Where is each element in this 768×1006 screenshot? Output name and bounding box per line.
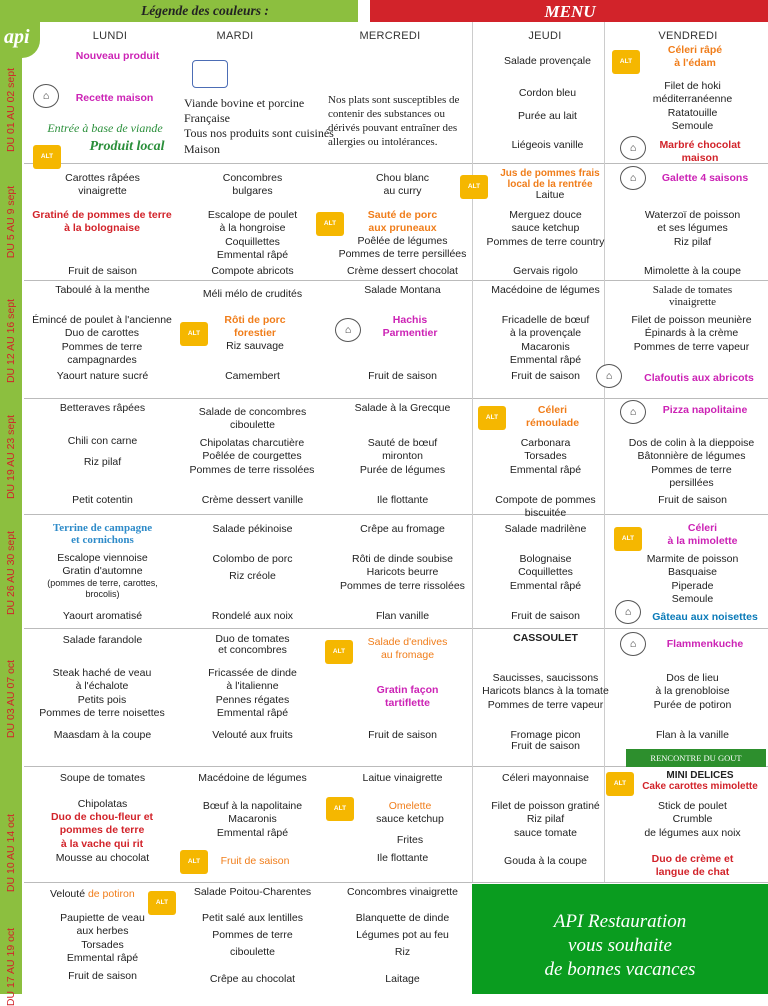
menu-item: Riz sauvage: [226, 340, 284, 352]
house-icon: ⌂: [620, 632, 646, 656]
menu-item: sauce ketchup: [376, 813, 444, 825]
menu-item: Dos de colin à la dieppoise Bâtonnière de légumes Pommes de terre persillées: [628, 437, 755, 489]
menu-item: Gervais rigolo: [513, 265, 578, 277]
menu-item: Ile flottante: [376, 494, 429, 506]
menu-item: MINI DELICES: [666, 770, 734, 781]
menu-item: Cake carottes mimolette: [642, 781, 758, 792]
local-badge-icon: ALT: [180, 322, 208, 346]
day-wednesday: MERCREDI: [359, 30, 421, 42]
menu-item: Céleri à la mimolette: [667, 522, 738, 548]
week-label-6: DU 03 AU 07 oct: [5, 659, 17, 738]
menu-item: Céleri mayonnaise: [502, 772, 589, 784]
menu-item: Salade Montana: [364, 284, 441, 296]
local-badge-icon: ALT: [33, 145, 61, 169]
menu-item: Salade farandole: [62, 634, 143, 646]
menu-item: Liégeois vanille: [511, 139, 584, 151]
menu-item: Merguez douce sauce ketchup Pommes de terre country: [486, 209, 605, 248]
menu-item: Filet de poisson meunière Épinards à la crème Pommes de terre vapeur: [631, 314, 752, 353]
menu-item: Marmite de poisson Basquaise Piperade Semoule: [646, 553, 739, 605]
local-badge-icon: ALT: [325, 640, 353, 664]
menu-item: Crêpe au fromage: [360, 523, 445, 535]
menu-item: Waterzoï de poisson et ses légumes Riz pilaf: [644, 209, 741, 248]
menu-item: Crêpe au chocolat: [209, 973, 296, 985]
menu-item: Salade de concombres ciboulette: [198, 406, 307, 432]
menu-item: Salade provençale: [504, 55, 591, 67]
week-label-4: DU 19 AU 23 sept: [5, 414, 18, 500]
menu-item: Fricadelle de bœuf à la provençale Macaronis Emmental râpé: [501, 314, 590, 366]
row-divider: [24, 882, 768, 883]
menu-item: Pommes de terre: [212, 929, 293, 941]
menu-item: Jus de pommes frais local de la rentrée: [500, 168, 600, 190]
menu-item: Rôti de porc forestier: [224, 314, 286, 340]
legend-homemade: Recette maison: [75, 92, 154, 104]
logo-text: api: [4, 26, 30, 48]
menu-item: Céleri rémoulade: [525, 404, 580, 430]
menu-item: Gâteau aux noisettes: [652, 611, 758, 623]
menu-item: Concombres bulgares: [222, 172, 283, 198]
menu-item: (pommes de terre, carottes, brocolis): [47, 578, 158, 600]
menu-item: Velouté de potiron: [50, 888, 135, 900]
menu-item: Chipolatas charcutière Poêlée de courgettes Pommes de terre rissolées: [189, 437, 315, 476]
menu-item: Crème dessert chocolat: [347, 265, 458, 277]
menu-item: Fruit de saison: [68, 970, 137, 982]
menu-item: CASSOULET: [513, 632, 578, 644]
menu-item: Dos de lieu à la grenobloise Purée de potiron: [653, 672, 732, 711]
menu-item: Yaourt nature sucré: [56, 370, 149, 382]
menu-item: Fruit de saison: [220, 855, 290, 867]
menu-item: Saucisses, saucissons Haricots blancs à la tomate Pommes de terre vapeur: [482, 672, 609, 711]
menu-item: Sauté de bœuf mironton Purée de légumes: [359, 437, 446, 476]
menu-item: Carbonara Torsades Emmental râpé: [509, 437, 582, 476]
menu-item: Cordon bleu: [518, 87, 577, 99]
menu-item: Marbré chocolat maison: [659, 139, 741, 165]
menu-item: Laitue vinaigrette: [362, 772, 443, 784]
menu-item: Velouté aux fruits: [212, 729, 293, 741]
menu-item: Yaourt aromatisé: [62, 610, 143, 622]
week-label-2: DU 5 AU 9 sept: [5, 185, 17, 259]
menu-item: Duo de chou-fleur et pommes de terre à la vache qui rit: [50, 811, 154, 850]
day-monday: LUNDI: [92, 30, 128, 42]
house-icon: ⌂: [620, 136, 646, 160]
menu-item: Fricassée de dinde à l'italienne Pennes régates Emmental râpé: [208, 667, 297, 719]
menu-item: Bolognaise Coquillettes Emmental râpé: [509, 553, 582, 592]
menu-item: Colombo de porc: [212, 553, 293, 565]
menu-item: Riz: [394, 946, 411, 958]
row-divider: [24, 280, 768, 281]
week-label-8: DU 17 AU 19 oct: [5, 927, 17, 1006]
house-icon: ⌂: [335, 318, 361, 342]
menu-item: Gratiné de pommes de terre à la bolognaise: [32, 209, 172, 235]
menu-item: Omelette: [388, 800, 432, 812]
legend-new-product: Nouveau produit: [75, 50, 160, 62]
week-label-3: DU 12 AU 16 sept: [5, 298, 18, 383]
menu-item: Flan vanille: [375, 610, 430, 622]
local-badge-icon: ALT: [614, 527, 642, 551]
house-icon: ⌂: [620, 400, 646, 424]
menu-item: Poêlée de légumes Pommes de terre persillées: [338, 235, 467, 261]
menu-item: Filet de hoki méditerranéenne Ratatouille Semoule: [652, 80, 733, 132]
menu-item: Fromage picon Fruit de saison: [510, 729, 581, 753]
local-badge-icon: ALT: [460, 175, 488, 199]
menu-item: Sauté de porc aux pruneaux: [367, 209, 438, 235]
menu-item: Carottes râpées vinaigrette: [65, 172, 140, 198]
menu-item: Duo de tomates et concombres: [215, 633, 290, 657]
week-label-7: DU 10 AU 14 oct: [5, 813, 17, 893]
rencontre-du-gout-banner: RENCONTRE DU GOUT: [626, 749, 766, 767]
house-icon: ⌂: [615, 600, 641, 624]
local-badge-icon: ALT: [612, 50, 640, 74]
menu-item: Flan à la vanille: [656, 729, 729, 741]
menu-item: Laitage: [385, 973, 420, 985]
menu-item: Rondelé aux noix: [211, 610, 294, 622]
menu-item: Fruit de saison: [511, 610, 580, 622]
menu-item: Salade à la Grecque: [354, 402, 451, 414]
menu-item: Riz créole: [229, 570, 276, 582]
menu-item: Clafoutis aux abricots: [644, 372, 754, 384]
menu-item: Paupiette de veau aux herbes Torsades Emmental râpé: [60, 912, 145, 964]
menu-item: Salade pékinoise: [212, 523, 293, 535]
day-thursday: JEUDI: [528, 30, 562, 42]
menu-item: Fruit de saison: [368, 729, 437, 741]
menu-item: Compote de pommes biscuitée: [495, 494, 596, 520]
row-divider: [24, 628, 768, 629]
menu-item: Laitue: [535, 189, 565, 201]
menu-item: Salade de tomates vinaigrette: [652, 284, 733, 309]
row-divider: [24, 514, 768, 515]
week-sidebar: [0, 58, 22, 1006]
menu-item: Macédoine de légumes: [491, 284, 600, 296]
menu-item: Stick de poulet Crumble de légumes aux noix: [644, 800, 741, 839]
menu-item: Maasdam à la coupe: [53, 729, 152, 741]
menu-item: Fruit de saison: [368, 370, 437, 382]
menu-item: Galette 4 saisons: [661, 172, 749, 184]
local-badge-icon: ALT: [478, 406, 506, 430]
menu-item: Ile flottante: [376, 852, 429, 864]
menu-item: Céleri râpé à l'édam: [667, 44, 723, 70]
viande-france-logo: [192, 60, 228, 88]
menu-item: Mimolette à la coupe: [644, 265, 741, 277]
menu-item: Soupe de tomates: [59, 772, 146, 784]
row-divider: [24, 398, 768, 399]
menu-item: Chou blanc au curry: [375, 172, 430, 198]
menu-item: Flammenkuche: [666, 638, 744, 650]
menu-item: Émincé de poulet à l'ancienne Duo de carottes Pommes de terre campagnardes: [32, 314, 172, 366]
menu-item: Duo de crème et langue de chat: [651, 853, 734, 879]
menu-item: Macédoine de légumes: [198, 772, 307, 784]
local-badge-icon: ALT: [326, 797, 354, 821]
menu-item: Salade Poitou-Charentes: [193, 886, 312, 898]
menu-item: Betteraves râpées: [59, 402, 146, 414]
menu-item: Fruit de saison: [511, 370, 580, 382]
menu-item: Petit salé aux lentilles: [202, 912, 303, 924]
menu-item: Mousse au chocolat: [55, 852, 150, 864]
menu-item: Fruit de saison: [658, 494, 727, 506]
menu-item: Crème dessert vanille: [201, 494, 304, 506]
holiday-message: API Restauration vous souhaite de bonnes vacances: [544, 911, 696, 980]
menu-item: Escalope de poulet à la hongroise Coquillettes Emmental râpé: [207, 209, 298, 261]
col-divider: [472, 22, 473, 882]
menu-item: Concombres vinaigrette: [347, 886, 458, 898]
legend-local-product: Produit local: [89, 139, 165, 154]
menu-item: Méli mélo de crudités: [202, 288, 303, 300]
menu-item: Compote abricots: [211, 265, 294, 277]
menu-item: Frites: [396, 834, 424, 846]
local-badge-icon: ALT: [148, 891, 176, 915]
menu-item: ciboulette: [230, 946, 275, 958]
api-logo: [0, 20, 40, 58]
menu-item: Steak haché de veau à l'échalote Petits pois Pommes de terre noisettes: [39, 667, 165, 719]
menu-item: Rôti de dinde soubise Haricots beurre Pommes de terre rissolées: [340, 553, 465, 592]
menu-item: Fruit de saison: [68, 265, 137, 277]
day-tuesday: MARDI: [216, 30, 254, 42]
menu-item: Pizza napolitaine: [662, 404, 748, 416]
menu-item: Purée au lait: [518, 110, 577, 122]
week-label-5: DU 26 AU 30 sept: [5, 530, 18, 615]
menu-item: Taboulé à la menthe: [55, 284, 150, 296]
local-badge-icon: ALT: [606, 772, 634, 796]
week-label-1: DU 01 AU 02 sept: [5, 67, 18, 153]
house-icon: ⌂: [620, 166, 646, 190]
legend-meat-origin: Viande bovine et porcine Française Tous nos produits sont cuisinés Maison: [184, 96, 334, 156]
menu-item: Salade madrilène: [504, 523, 587, 535]
menu-item: Filet de poisson gratiné Riz pilaf sauce tomate: [491, 800, 600, 839]
house-icon: ⌂: [33, 84, 59, 108]
menu-item: Bœuf à la napolitaine Macaronis Emmental râpé: [202, 800, 303, 839]
legend-meat-starter: Entrée à base de viande: [47, 121, 163, 135]
legend-allergens: Nos plats sont susceptibles de contenir des substances ou dérivés pouvant entraîner des allergies ou intolérances.: [328, 94, 460, 148]
menu-item: Gouda à la coupe: [504, 855, 587, 867]
menu-item: Terrine de campagne et cornichons: [52, 522, 153, 546]
menu-item: Gratin façon tartiflette: [376, 684, 439, 710]
menu-item: Légumes pot au feu: [356, 929, 449, 941]
menu-item: Riz pilaf: [83, 456, 122, 468]
local-badge-icon: ALT: [180, 850, 208, 874]
menu-item: Salade d'endives au fromage: [367, 636, 448, 662]
menu-item: Chipolatas: [77, 798, 128, 810]
house-icon: ⌂: [596, 364, 622, 388]
menu-title: MENU: [544, 2, 596, 21]
menu-item: Blanquette de dinde: [355, 912, 450, 924]
menu-item: Hachis Parmentier: [382, 314, 438, 340]
day-friday: VENDREDI: [658, 30, 718, 42]
legend-title: Légende des couleurs :: [141, 3, 269, 18]
menu-item: Petit cotentin: [72, 494, 133, 506]
local-badge-icon: ALT: [316, 212, 344, 236]
menu-item: Escalope viennoise Gratin d'automne: [57, 552, 148, 578]
menu-item: Chili con carne: [67, 435, 138, 447]
menu-item: Camembert: [225, 370, 280, 382]
